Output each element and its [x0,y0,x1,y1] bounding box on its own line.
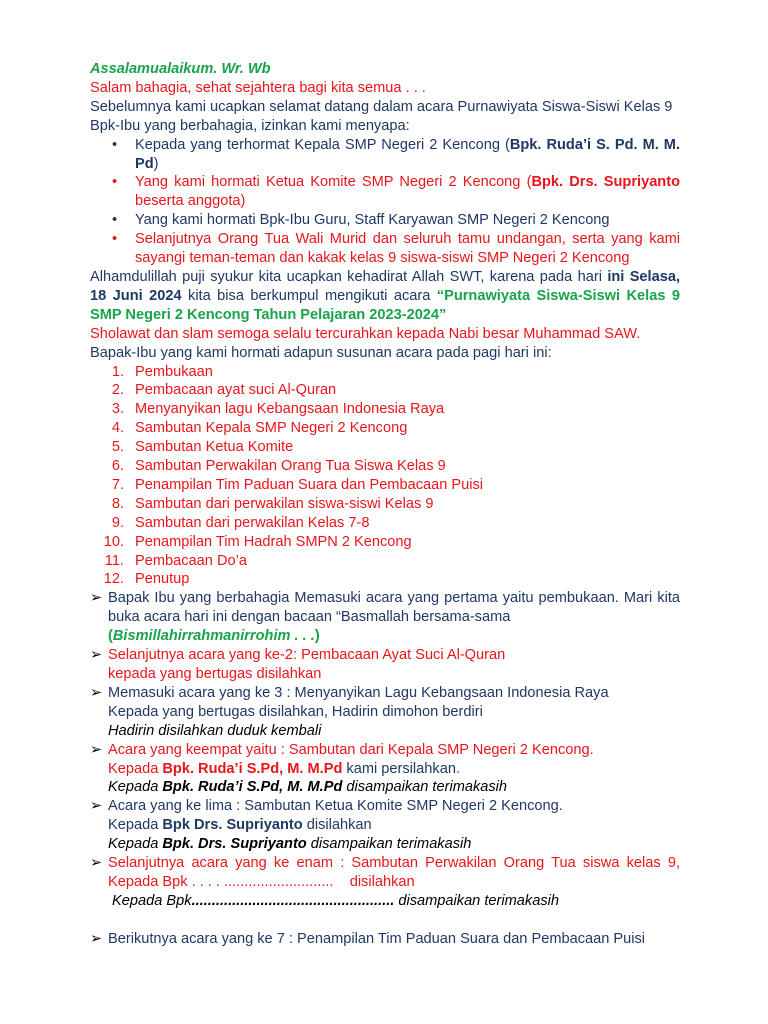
agenda-text: Pembacaan ayat suci Al-Quran [135,382,337,399]
agenda-number: 8. [111,495,124,512]
agenda-item [90,514,680,533]
disilahkan-text: disilahkan [302,817,372,834]
agenda-text: Sambutan dari perwakilan Kelas 7-8 [135,514,370,531]
agenda-text: Pembukaan [135,363,213,380]
agenda-item [90,438,680,457]
terimakasih-text: disampaikan terimakasih [394,892,559,909]
bullet-text: Selanjutnya Orang Tua Wali Murid dan seluruh tamu undangan, serta yang kami sayangi teman-teman dan kakak kelas 9 siswa-siswi SMP Negeri 2 Kencong [135,231,680,267]
section-line [108,816,680,835]
bullet-dot-icon: • [112,231,118,248]
agenda-number: 5. [111,439,124,456]
section-sambutan-kepala [90,741,680,798]
terimakasih-text: disampaikan terimakasih [342,779,508,796]
section-paduan-suara [90,930,680,949]
bullet-ketua-komite [90,173,680,211]
agenda-number: 12. [103,571,124,588]
agenda-text: Menyanyikan lagu Kebangsaan Indonesia Raya [135,401,445,418]
agenda-item [90,552,680,571]
bullet-text: Yang kami hormati Bpk-Ibu Guru, Staff Karyawan SMP Negeri 2 Kencong [135,212,610,229]
section-italic-line [108,892,680,911]
sholawat-line: Sholawat dan slam semoga selalu tercurahkan kepada Nabi besar Muhammad SAW. [90,325,641,342]
agenda-number: 4. [111,420,124,437]
bullet-dot-icon: • [112,174,118,191]
agenda-number: 2. [111,382,124,399]
agenda-text: Sambutan Perwakilan Orang Tua Siswa Kelas 9 [135,458,446,475]
kepada-label: Kepada Bpk [108,892,192,909]
period: . [455,760,460,777]
agenda-item [90,363,680,382]
section-title: Memasuki acara yang ke 3 : Menyanyikan Lagu Kebangsaan Indonesia Raya [108,684,609,701]
agenda-item [90,533,680,552]
agenda-text: Sambutan Kepala SMP Negeri 2 Kencong [135,420,408,437]
agenda-item [90,457,680,476]
bullet-bold-name: Bpk. Drs. Supriyanto [531,174,680,191]
dotted-blank: .................................................. [191,892,395,909]
kepala-name: Bpk. Ruda’i S.Pd, M. M.Pd [162,779,343,796]
greeting-bullet-list [90,136,680,268]
arrow-bullet-icon: ➢ [90,647,103,664]
bullet-dot-icon: • [112,212,118,229]
section-text: Bapak Ibu yang berbahagia Memasuki acara yang pertama yaitu pembukaan. Mari kita buka acara hari ini dengan bacaan “Basmallah bersama-sama [108,590,680,626]
agenda-item [90,570,680,589]
komite-name: Bpk. Drs. Supriyanto [162,836,307,853]
section-line: Kepada yang bertugas disilahkan, Hadirin dimohon berdiri [108,703,483,720]
agenda-number: 3. [111,401,124,418]
section-line [108,760,680,779]
arrow-bullet-icon: ➢ [90,930,103,947]
alhamdulillah-paragraph [90,268,680,325]
agenda-number: 6. [111,458,124,475]
agenda-item [90,381,680,400]
basmallah-text: Bismillahirrahmanirrohim . . . [112,628,315,645]
section-title: Selanjutnya acara yang ke-2: Pembacaan Ayat Suci Al-Quran [108,647,506,664]
document-page [90,60,685,949]
event-date: ini Selasa, 18 Juni 2024 [90,268,681,304]
kepada-label: Kepada [108,817,163,834]
paren-open: ( [108,628,113,645]
arrow-bullet-icon: ➢ [90,741,103,758]
agenda-number: 7. [111,476,124,493]
section-title: Berikutnya acara yang ke 7 : Penampilan Tim Paduan Suara dan Pembacaan Puisi [108,930,646,947]
section-sambutan-komite [90,797,680,854]
susunan-line: Bapak-Ibu yang kami hormati adapun susunan acara pada pagi hari ini: [90,344,552,361]
agenda-text: Penampilan Tim Paduan Suara dan Pembacaan Puisi [135,476,484,493]
agenda-number: 10. [103,533,124,550]
section-title: Acara yang ke lima : Sambutan Ketua Komite SMP Negeri 2 Kencong. [108,798,563,815]
arrow-bullet-icon: ➢ [90,590,103,607]
agenda-item [90,476,680,495]
section-indonesia-raya [90,684,680,741]
arrow-bullet-icon: ➢ [90,798,103,815]
kepada-label: Kepada [108,779,163,796]
paren-close: ) [314,628,320,645]
agenda-text: Sambutan Ketua Komite [135,439,294,456]
kepada-label: Kepada [108,760,163,777]
agenda-text: Penutup [135,571,190,588]
bullet-guru-staff [90,211,680,230]
bullet-tail: ) [153,155,159,172]
agenda-number: 1. [111,363,124,380]
blank-line [90,911,680,930]
basmallah-line [108,627,680,646]
alhamdulillah-text: Alhamdulillah puji syukur kita ucapkan kehadirat Allah SWT, karena pada hari [90,268,608,285]
bullet-orang-tua [90,230,680,268]
salam-line: Salam bahagia, sehat sejahtera bagi kita semua . . . [90,79,426,96]
alhamdulillah-text-2: kita bisa berkumpul mengikuti acara [181,287,437,304]
agenda-text: Penampilan Tim Hadrah SMPN 2 Kencong [135,533,412,550]
section-pembukaan [90,589,680,646]
bullet-text: Kepada yang terhormat Kepala SMP Negeri 2 Kencong ( [135,136,510,153]
bullet-kepala-sekolah [90,136,680,174]
agenda-number: 9. [111,514,124,531]
section-italic-line: Hadirin disilahkan duduk kembali [108,722,322,739]
agenda-number: 11. [104,552,124,569]
section-ayat-suci [90,646,680,684]
agenda-item [90,419,680,438]
section-italic-line [108,835,680,854]
event-title: “Purnawiyata Siswa-Siswi Kelas 9 SMP Negeri 2 Kencong Tahun Pelajaran 2023-2024” [90,287,680,323]
agenda-text: Sambutan dari perwakilan siswa-siswi Kelas 9 [135,495,434,512]
agenda-text: Pembacaan Do’a [135,552,247,569]
komite-name: Bpk Drs. Supriyanto [162,817,303,834]
bullet-text: Yang kami hormati Ketua Komite SMP Negeri 2 Kencong ( [135,174,532,191]
agenda-item [90,400,680,419]
section-sambutan-orang-tua [90,854,685,911]
section-italic-line [108,778,680,797]
arrow-bullet-icon: ➢ [90,684,103,701]
kepala-name: Bpk. Ruda’i S.Pd, M. M.Pd [162,760,343,777]
bullet-tail: beserta anggota) [135,193,246,210]
terimakasih-text: disampaikan terimakasih [306,836,472,853]
agenda-item [90,495,680,514]
arrow-bullet-icon: ➢ [90,855,103,872]
bullet-dot-icon: • [112,136,118,153]
section-line: kepada yang bertugas disilahkan [108,666,322,682]
agenda-list [90,363,680,590]
sapa-line: Bpk-Ibu yang berbahagia, izinkan kami menyapa: [90,117,410,134]
section-title: Acara yang keempat yaitu : Sambutan dari Kepala SMP Negeri 2 Kencong. [108,741,594,758]
persilahkan-text: kami persilahkan [342,760,456,777]
intro-line: Sebelumnya kami ucapkan selamat datang dalam acara Purnawiyata Siswa-Siswi Kelas 9 [90,98,673,115]
bullet-bold-name: Bpk. Ruda’i S. Pd. M. M. Pd [135,136,681,172]
kepada-label: Kepada [108,836,163,853]
section-title: Selanjutnya acara yang ke enam : Sambutan Perwakilan Orang Tua siswa kelas 9, Kepada Bpk . . . . ........................... disilahkan [108,855,685,890]
greeting: Assalamualaikum. Wr. Wb [90,61,271,77]
